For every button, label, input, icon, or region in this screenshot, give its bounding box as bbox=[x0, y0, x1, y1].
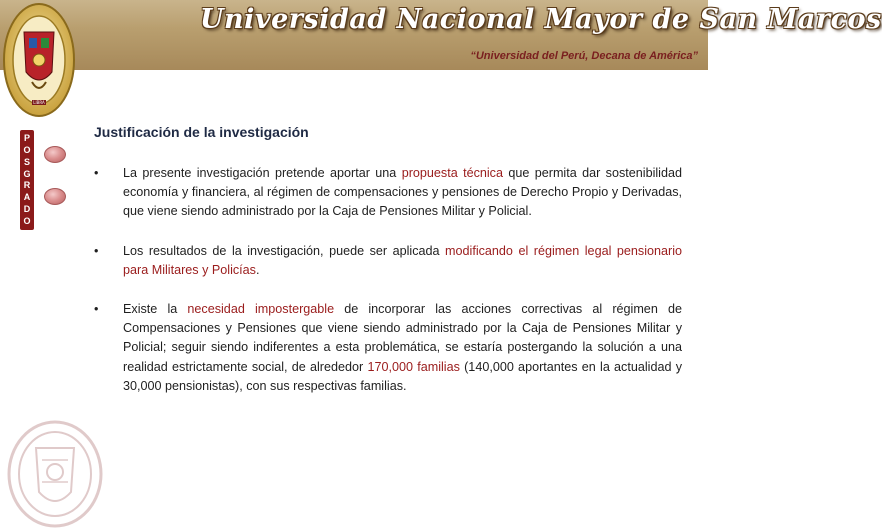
posgrado-letter: G bbox=[23, 168, 31, 179]
university-title: Universidad Nacional Mayor de San Marcos bbox=[200, 4, 882, 35]
bullet-list bbox=[94, 164, 682, 396]
bullet-text: La presente investigación pretende aportar una bbox=[123, 166, 402, 180]
list-item bbox=[94, 164, 682, 222]
list-item bbox=[94, 242, 682, 280]
highlighted-text: modificando el régimen legal pensionario para Militares y Policías bbox=[123, 243, 682, 277]
university-seal-logo bbox=[2, 2, 76, 120]
list-item bbox=[94, 300, 682, 396]
page-title: Justificación de la investigación bbox=[94, 124, 309, 140]
posgrado-letter: A bbox=[23, 192, 31, 203]
highlighted-text: 170,000 familias bbox=[367, 359, 460, 374]
seal-lettering: LIBRA bbox=[33, 100, 45, 105]
posgrado-vertical-label bbox=[20, 130, 34, 230]
posgrado-letter: S bbox=[23, 156, 30, 167]
posgrado-letter: O bbox=[23, 215, 31, 226]
posgrado-letter: D bbox=[23, 203, 31, 214]
nav-ball-button-2[interactable] bbox=[44, 188, 66, 205]
watermark-seal-icon bbox=[6, 420, 104, 528]
highlighted-text: propuesta técnica bbox=[401, 166, 503, 180]
bullet-text: (140,000 aportantes en la actualidad y 30,000 pensionistas), con sus respectivas familias. bbox=[123, 359, 682, 393]
bullet-text: . bbox=[255, 262, 260, 277]
nav-ball-button-1[interactable] bbox=[44, 146, 66, 163]
bullet-text: de incorporar las acciones correctivas al régimen de Compensaciones y Pensiones que viene siendo administrado por la Caja de Pensiones Militar y Policial; seguir siendo indiferentes a esta problemática, se estaría postergando la solución a una realidad estrictamente social, de alrededor bbox=[123, 302, 682, 374]
posgrado-letter: P bbox=[23, 133, 30, 144]
bullet-text: Los resultados de la investigación, puede ser aplicada bbox=[123, 243, 446, 258]
university-motto: “Universidad del Perú, Decana de América” bbox=[470, 50, 698, 62]
bullet-text: Existe la bbox=[123, 302, 188, 317]
bullet-text: que permita dar sostenibilidad economía y financiera, al régimen de compensaciones y pensiones de Derecho Propio y Derivadas, que viene siendo administrado por la Caja de Pensiones Militar y Policial. bbox=[123, 166, 682, 219]
header-banner bbox=[0, 0, 882, 70]
highlighted-text: necesidad impostergable bbox=[187, 302, 335, 317]
posgrado-letter: O bbox=[23, 145, 31, 156]
posgrado-letter: R bbox=[23, 180, 31, 191]
